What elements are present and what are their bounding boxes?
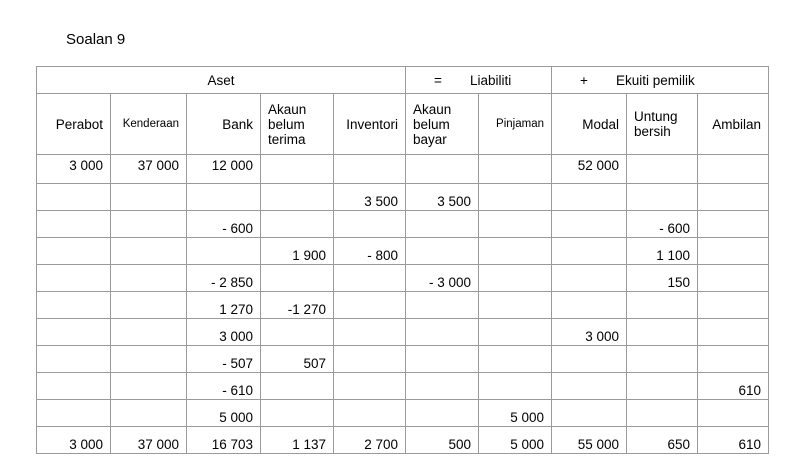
table-cell xyxy=(627,155,698,184)
table-cell: - 800 xyxy=(334,238,406,265)
table-cell xyxy=(552,346,627,373)
table-cell xyxy=(334,155,406,184)
table-cell xyxy=(37,346,111,373)
total-cell: 2 700 xyxy=(334,427,406,454)
table-cell: 507 xyxy=(261,346,334,373)
table-cell xyxy=(406,155,479,184)
question-title: Soalan 9 xyxy=(66,31,126,48)
group-header-row xyxy=(37,67,769,94)
table-row xyxy=(37,155,769,184)
table-cell xyxy=(111,373,187,400)
table-cell xyxy=(552,400,627,427)
table-cell xyxy=(406,292,479,319)
total-cell: 650 xyxy=(627,427,698,454)
table-cell xyxy=(698,400,769,427)
table-cell: 3 500 xyxy=(334,184,406,211)
header-inventori: Inventori xyxy=(334,94,406,155)
table-cell xyxy=(111,400,187,427)
table-cell xyxy=(406,319,479,346)
table-row xyxy=(37,373,769,400)
header-untung-bersih: Untung bersih xyxy=(627,94,698,155)
table-cell xyxy=(334,400,406,427)
table-cell: 1 270 xyxy=(187,292,261,319)
table-cell xyxy=(111,211,187,238)
table-cell xyxy=(698,292,769,319)
table-cell: 1 100 xyxy=(627,238,698,265)
total-cell: 37 000 xyxy=(111,427,187,454)
table-cell xyxy=(37,265,111,292)
table-cell: 5 000 xyxy=(479,400,552,427)
total-cell: 1 137 xyxy=(261,427,334,454)
table-cell xyxy=(552,292,627,319)
table-cell: - 600 xyxy=(187,211,261,238)
table-cell xyxy=(261,265,334,292)
header-kenderaan: Kenderaan xyxy=(111,94,187,155)
table-cell: 52 000 xyxy=(552,155,627,184)
table-cell xyxy=(552,265,627,292)
column-header-row xyxy=(37,94,769,155)
table-cell xyxy=(37,238,111,265)
table-cell xyxy=(479,155,552,184)
table-cell xyxy=(479,292,552,319)
table-cell xyxy=(479,265,552,292)
table-row xyxy=(37,292,769,319)
table-cell xyxy=(187,238,261,265)
table-cell xyxy=(698,211,769,238)
table-cell xyxy=(627,400,698,427)
table-cell xyxy=(261,319,334,346)
total-cell: 5 000 xyxy=(479,427,552,454)
table-cell: - 2 850 xyxy=(187,265,261,292)
table-row xyxy=(37,211,769,238)
table-row xyxy=(37,184,769,211)
group-aset: Aset xyxy=(37,67,406,94)
table-cell xyxy=(406,346,479,373)
table-cell: 5 000 xyxy=(187,400,261,427)
table-cell: -1 270 xyxy=(261,292,334,319)
table-cell: 610 xyxy=(698,373,769,400)
table-row xyxy=(37,400,769,427)
table-cell xyxy=(552,373,627,400)
header-perabot: Perabot xyxy=(37,94,111,155)
table-row xyxy=(37,346,769,373)
table-cell xyxy=(552,211,627,238)
table-cell xyxy=(37,319,111,346)
table-cell xyxy=(698,319,769,346)
table-cell xyxy=(334,211,406,238)
table-row xyxy=(37,265,769,292)
table-cell xyxy=(37,400,111,427)
table-cell xyxy=(37,292,111,319)
table-cell xyxy=(479,373,552,400)
table-cell: 3 000 xyxy=(187,319,261,346)
table-cell xyxy=(111,346,187,373)
total-cell: 3 000 xyxy=(37,427,111,454)
table-cell xyxy=(698,346,769,373)
group-ekuiti xyxy=(552,67,769,94)
total-cell: 55 000 xyxy=(552,427,627,454)
table-cell: - 600 xyxy=(627,211,698,238)
table-cell xyxy=(627,184,698,211)
table-cell xyxy=(187,184,261,211)
table-cell: 3 000 xyxy=(552,319,627,346)
table-cell: 3 000 xyxy=(37,155,111,184)
header-modal: Modal xyxy=(552,94,627,155)
header-akaun-belum-terima: Akaun belum terima xyxy=(261,94,334,155)
table-body xyxy=(37,155,769,427)
table-cell xyxy=(111,265,187,292)
table-cell: 1 900 xyxy=(261,238,334,265)
table-cell xyxy=(406,211,479,238)
group-ekuiti-label: Ekuiti pemilik xyxy=(616,72,695,88)
table-cell xyxy=(261,155,334,184)
equals-sign: = xyxy=(434,72,442,88)
table-cell xyxy=(698,155,769,184)
table-cell xyxy=(334,373,406,400)
table-cell: - 507 xyxy=(187,346,261,373)
table-cell xyxy=(698,265,769,292)
totals-row xyxy=(37,427,769,454)
table-cell xyxy=(111,292,187,319)
group-liabiliti-label: Liabiliti xyxy=(470,72,512,88)
group-liabiliti xyxy=(406,67,552,94)
header-pinjaman: Pinjaman xyxy=(479,94,552,155)
table-row xyxy=(37,319,769,346)
table-cell xyxy=(406,400,479,427)
table-cell xyxy=(552,238,627,265)
table-cell: 150 xyxy=(627,265,698,292)
table-cell xyxy=(479,211,552,238)
header-akaun-belum-bayar: Akaun belum bayar xyxy=(406,94,479,155)
table-cell xyxy=(627,292,698,319)
table-cell xyxy=(479,184,552,211)
total-cell: 610 xyxy=(698,427,769,454)
table-cell xyxy=(627,346,698,373)
table-cell xyxy=(334,346,406,373)
table-cell xyxy=(406,238,479,265)
table-cell xyxy=(698,238,769,265)
table-row xyxy=(37,238,769,265)
table-cell xyxy=(479,346,552,373)
header-bank: Bank xyxy=(187,94,261,155)
total-cell: 500 xyxy=(406,427,479,454)
table-cell: 12 000 xyxy=(187,155,261,184)
table-cell: 3 500 xyxy=(406,184,479,211)
table-cell xyxy=(111,238,187,265)
table-cell xyxy=(37,211,111,238)
table-cell xyxy=(37,184,111,211)
table-cell xyxy=(479,319,552,346)
plus-sign: + xyxy=(580,72,588,88)
table-cell xyxy=(334,292,406,319)
table-cell xyxy=(698,184,769,211)
table-cell xyxy=(261,211,334,238)
table-cell xyxy=(261,400,334,427)
table-cell xyxy=(334,265,406,292)
table-cell xyxy=(627,373,698,400)
table-cell xyxy=(627,319,698,346)
table-cell xyxy=(37,373,111,400)
table-cell xyxy=(406,373,479,400)
table-cell: 37 000 xyxy=(111,155,187,184)
table-cell xyxy=(111,319,187,346)
table-cell xyxy=(552,184,627,211)
table-cell xyxy=(479,238,552,265)
table-cell xyxy=(111,184,187,211)
table-cell xyxy=(261,184,334,211)
table-cell xyxy=(261,373,334,400)
table-cell: - 610 xyxy=(187,373,261,400)
header-ambilan: Ambilan xyxy=(698,94,769,155)
table-cell xyxy=(334,319,406,346)
accounting-equation-table xyxy=(36,66,769,454)
total-cell: 16 703 xyxy=(187,427,261,454)
table-cell: - 3 000 xyxy=(406,265,479,292)
